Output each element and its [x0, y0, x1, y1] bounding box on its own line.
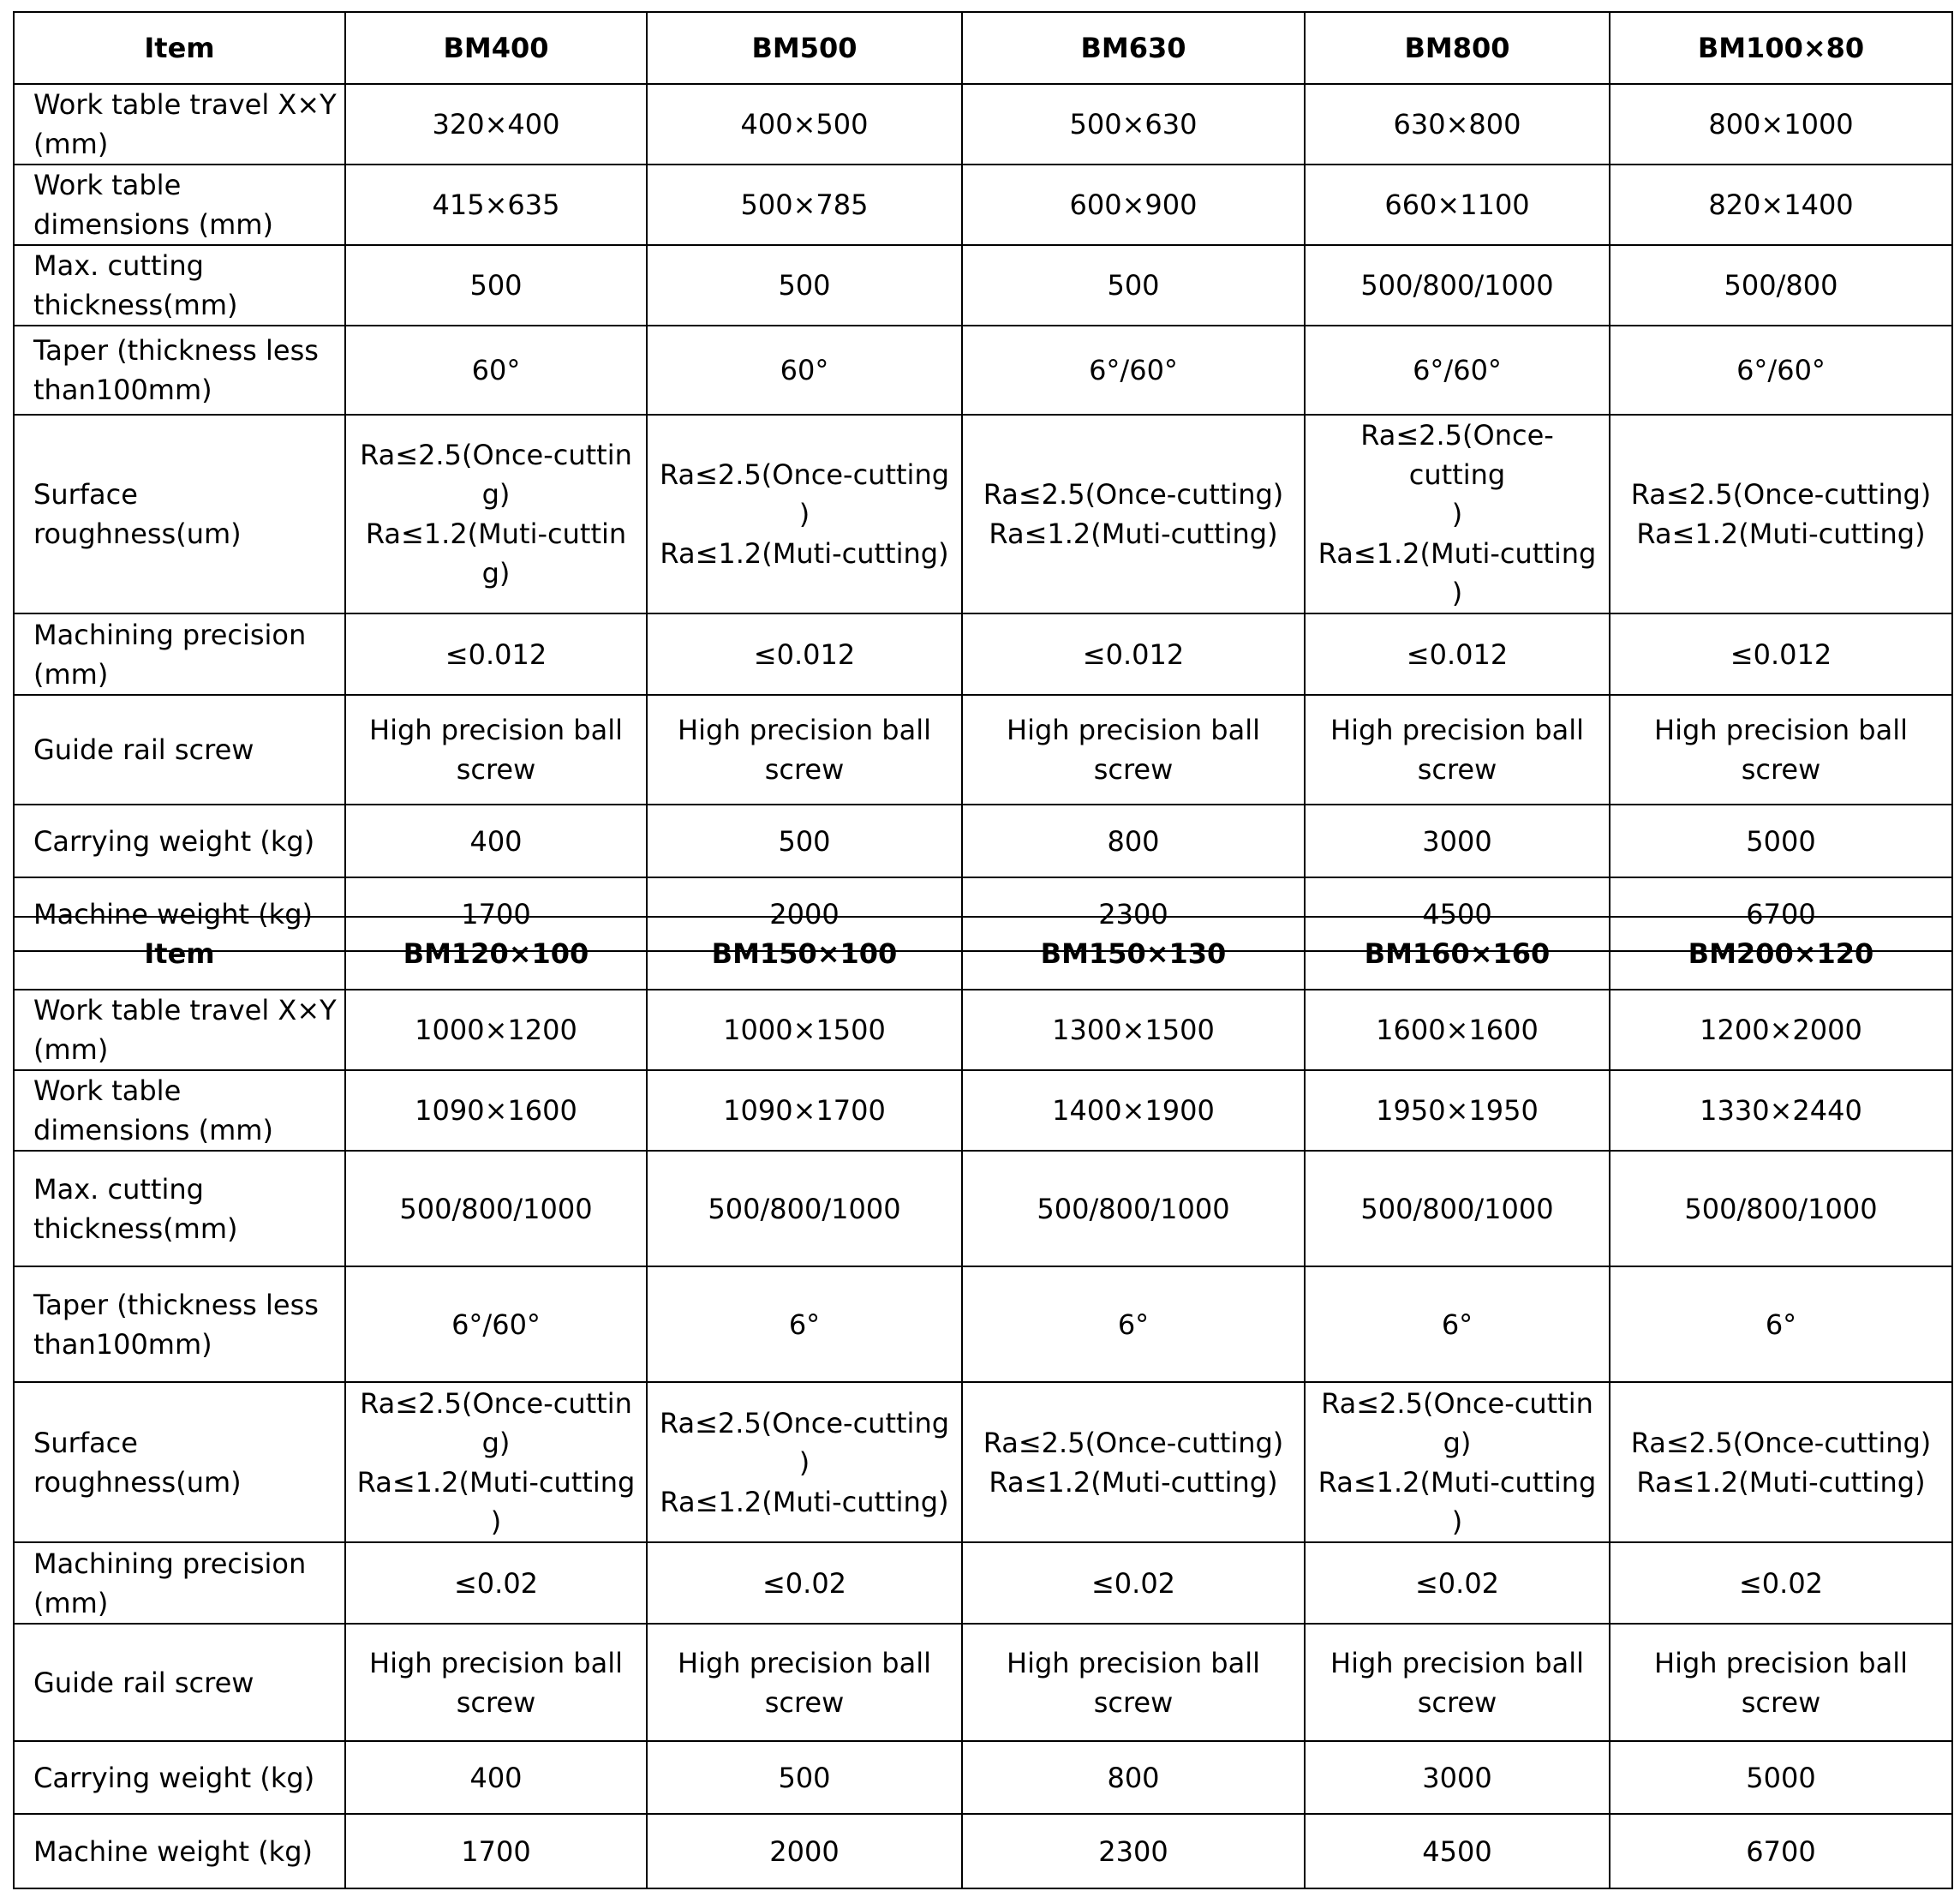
row-label: Taper (thickness less than100mm)	[14, 1266, 345, 1382]
table-row	[14, 165, 1952, 245]
table-cell: 6°	[1610, 1266, 1952, 1382]
spec-table-2	[13, 916, 1953, 1889]
table-cell: 2300	[962, 1814, 1305, 1888]
table-cell: 500	[647, 1741, 962, 1814]
table-header-row	[14, 12, 1952, 84]
row-label: Carrying weight (kg)	[14, 1741, 345, 1814]
table-cell: 6°/60°	[345, 1266, 647, 1382]
table-cell: High precision ball screw	[345, 695, 647, 805]
table-cell: 6°	[1305, 1266, 1610, 1382]
header-cell-model: BM120×100	[345, 917, 647, 990]
table-cell: 400	[345, 805, 647, 877]
table-cell: High precision ball screw	[1305, 695, 1610, 805]
table-cell: 2300	[962, 877, 1305, 951]
table-cell: 415×635	[345, 165, 647, 245]
table-cell: High precision ball screw	[345, 1624, 647, 1741]
table-cell: Ra≤2.5(Once-cutting ) Ra≤1.2(Muti-cutting )	[1305, 415, 1610, 613]
table-cell: High precision ball screw	[1610, 695, 1952, 805]
table-cell: Ra≤2.5(Once-cutting) Ra≤1.2(Muti-cutting)	[1610, 415, 1952, 613]
table-cell: 800	[962, 805, 1305, 877]
table-cell: 4500	[1305, 1814, 1610, 1888]
row-label: Work table dimensions (mm)	[14, 165, 345, 245]
table-cell: Ra≤2.5(Once-cuttin g) Ra≤1.2(Muti-cutting )	[345, 1382, 647, 1542]
table-cell: ≤0.012	[345, 613, 647, 695]
header-cell-item: Item	[14, 917, 345, 990]
table-cell: 500/800/1000	[345, 1151, 647, 1266]
table-cell: ≤0.02	[1305, 1542, 1610, 1624]
table-cell: 6°/60°	[1610, 326, 1952, 415]
table-cell: 500/800/1000	[1610, 1151, 1952, 1266]
header-cell-item: Item	[14, 12, 345, 84]
row-label: Guide rail screw	[14, 695, 345, 805]
table-cell: 1300×1500	[962, 990, 1305, 1070]
table-cell: 1700	[345, 1814, 647, 1888]
table-cell: 500	[345, 245, 647, 326]
table-row	[14, 613, 1952, 695]
table-cell: 500	[962, 245, 1305, 326]
header-cell-model: BM200×120	[1610, 917, 1952, 990]
table-cell: 500/800/1000	[1305, 245, 1610, 326]
table-cell: ≤0.012	[1610, 613, 1952, 695]
table-cell: 500/800/1000	[647, 1151, 962, 1266]
header-cell-model: BM150×100	[647, 917, 962, 990]
table-cell: Ra≤2.5(Once-cuttin g) Ra≤1.2(Muti-cutting )	[1305, 1382, 1610, 1542]
table-row	[14, 1151, 1952, 1266]
table-cell: Ra≤2.5(Once-cuttin g) Ra≤1.2(Muti-cuttin g)	[345, 415, 647, 613]
table-cell: 500×630	[962, 84, 1305, 165]
table-cell: 800	[962, 1741, 1305, 1814]
table-cell: 5000	[1610, 1741, 1952, 1814]
table-cell: 500/800/1000	[962, 1151, 1305, 1266]
table-cell: 6700	[1610, 1814, 1952, 1888]
table-row	[14, 245, 1952, 326]
table-row	[14, 415, 1952, 613]
row-label: Surface roughness(um)	[14, 415, 345, 613]
table-cell: 400	[345, 1741, 647, 1814]
table-cell: Ra≤2.5(Once-cutting) Ra≤1.2(Muti-cutting)	[962, 415, 1305, 613]
table-cell: High precision ball screw	[1610, 1624, 1952, 1741]
table-cell: 3000	[1305, 805, 1610, 877]
row-label: Machine weight (kg)	[14, 877, 345, 951]
table-cell: High precision ball screw	[1305, 1624, 1610, 1741]
table-cell: 800×1000	[1610, 84, 1952, 165]
table-cell: Ra≤2.5(Once-cutting ) Ra≤1.2(Muti-cutting)	[647, 415, 962, 613]
table-row	[14, 695, 1952, 805]
table-cell: Ra≤2.5(Once-cutting) Ra≤1.2(Muti-cutting)	[1610, 1382, 1952, 1542]
table-cell: High precision ball screw	[647, 1624, 962, 1741]
table-cell: 500/800	[1610, 245, 1952, 326]
row-label: Machining precision (mm)	[14, 613, 345, 695]
table-cell: 660×1100	[1305, 165, 1610, 245]
table-cell: 500	[647, 805, 962, 877]
table-cell: 6700	[1610, 877, 1952, 951]
table-cell: 320×400	[345, 84, 647, 165]
table-cell: 1090×1700	[647, 1070, 962, 1151]
table-cell: 2000	[647, 1814, 962, 1888]
table-cell: Ra≤2.5(Once-cutting) Ra≤1.2(Muti-cutting)	[962, 1382, 1305, 1542]
table-row	[14, 84, 1952, 165]
table-cell: ≤0.012	[962, 613, 1305, 695]
table-cell: ≤0.02	[962, 1542, 1305, 1624]
row-label: Guide rail screw	[14, 1624, 345, 1741]
table-cell: 2000	[647, 877, 962, 951]
table-row	[14, 1624, 1952, 1741]
table-cell: High precision ball screw	[647, 695, 962, 805]
table-cell: 1950×1950	[1305, 1070, 1610, 1151]
table-cell: 3000	[1305, 1741, 1610, 1814]
table-cell: 1090×1600	[345, 1070, 647, 1151]
table-cell: 5000	[1610, 805, 1952, 877]
table-cell: 500	[647, 245, 962, 326]
table-cell: 60°	[345, 326, 647, 415]
table-cell: 1000×1200	[345, 990, 647, 1070]
table-cell: 60°	[647, 326, 962, 415]
table-row	[14, 1542, 1952, 1624]
row-label: Work table travel X×Y (mm)	[14, 990, 345, 1070]
table-row	[14, 990, 1952, 1070]
table-cell: High precision ball screw	[962, 695, 1305, 805]
table-cell: 1000×1500	[647, 990, 962, 1070]
header-cell-model: BM500	[647, 12, 962, 84]
table-cell: 820×1400	[1610, 165, 1952, 245]
table-cell: ≤0.012	[1305, 613, 1610, 695]
table-cell: 1700	[345, 877, 647, 951]
table-cell: 500/800/1000	[1305, 1151, 1610, 1266]
header-cell-model: BM160×160	[1305, 917, 1610, 990]
table-row	[14, 326, 1952, 415]
header-cell-model: BM400	[345, 12, 647, 84]
spec-table-1	[13, 11, 1953, 952]
table-cell: 6°	[962, 1266, 1305, 1382]
table-cell: 1200×2000	[1610, 990, 1952, 1070]
table-row	[14, 1266, 1952, 1382]
row-label: Work table dimensions (mm)	[14, 1070, 345, 1151]
table-cell: 400×500	[647, 84, 962, 165]
table-row	[14, 1070, 1952, 1151]
header-cell-model: BM630	[962, 12, 1305, 84]
header-cell-model: BM100×80	[1610, 12, 1952, 84]
row-label: Max. cutting thickness(mm)	[14, 245, 345, 326]
row-label: Surface roughness(um)	[14, 1382, 345, 1542]
row-label: Machining precision (mm)	[14, 1542, 345, 1624]
table-header-row	[14, 917, 1952, 990]
row-label: Work table travel X×Y (mm)	[14, 84, 345, 165]
row-label: Max. cutting thickness(mm)	[14, 1151, 345, 1266]
table-cell: ≤0.012	[647, 613, 962, 695]
table-row	[14, 1814, 1952, 1888]
row-label: Carrying weight (kg)	[14, 805, 345, 877]
table-cell: 6°/60°	[962, 326, 1305, 415]
table-cell: 6°/60°	[1305, 326, 1610, 415]
table-cell: ≤0.02	[647, 1542, 962, 1624]
header-cell-model: BM800	[1305, 12, 1610, 84]
table-cell: High precision ball screw	[962, 1624, 1305, 1741]
table-cell: 1400×1900	[962, 1070, 1305, 1151]
header-cell-model: BM150×130	[962, 917, 1305, 990]
table-row	[14, 1382, 1952, 1542]
table-cell: 600×900	[962, 165, 1305, 245]
table-cell: 630×800	[1305, 84, 1610, 165]
table-row	[14, 1741, 1952, 1814]
row-label: Taper (thickness less than100mm)	[14, 326, 345, 415]
table-cell: 4500	[1305, 877, 1610, 951]
table-cell: 1330×2440	[1610, 1070, 1952, 1151]
table-cell: ≤0.02	[345, 1542, 647, 1624]
table-row	[14, 805, 1952, 877]
table-cell: 500×785	[647, 165, 962, 245]
table-cell: Ra≤2.5(Once-cutting ) Ra≤1.2(Muti-cutting)	[647, 1382, 962, 1542]
table-cell: 1600×1600	[1305, 990, 1610, 1070]
table-cell: 6°	[647, 1266, 962, 1382]
table-cell: ≤0.02	[1610, 1542, 1952, 1624]
row-label: Machine weight (kg)	[14, 1814, 345, 1888]
